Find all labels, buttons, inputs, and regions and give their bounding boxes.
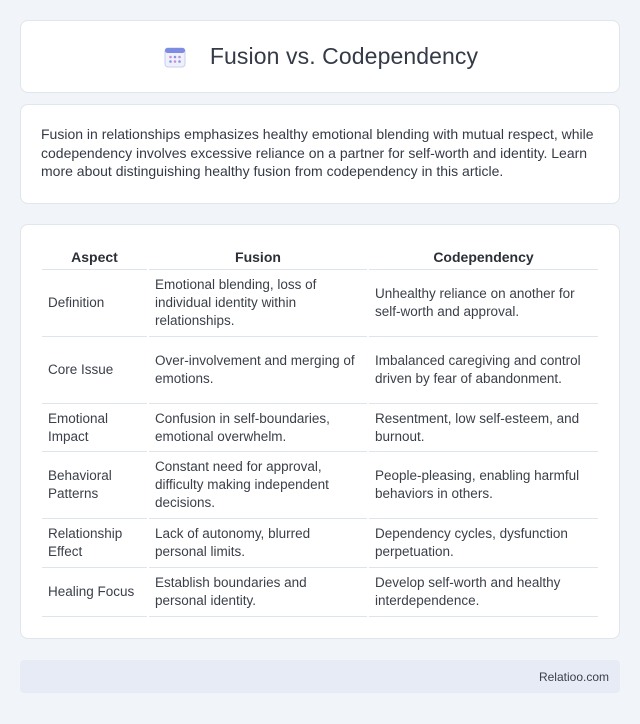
codependency-cell: Resentment, low self-esteem, and burnout. [369, 404, 598, 452]
header-fusion: Fusion [149, 245, 367, 270]
table-card [20, 224, 620, 639]
table-row [42, 519, 598, 568]
fusion-cell: Over-involvement and merging of emotions. [149, 337, 367, 404]
table-row [42, 568, 598, 617]
codependency-cell: Dependency cycles, dysfunction perpetuation. [369, 519, 598, 568]
aspect-cell: Definition [42, 270, 147, 337]
header-aspect: Aspect [42, 245, 147, 270]
fusion-cell: Confusion in self-boundaries, emotional overwhelm. [149, 404, 367, 452]
fusion-cell: Constant need for approval, difficulty making independent decisions. [149, 452, 367, 519]
codependency-cell: Develop self-worth and healthy interdependence. [369, 568, 598, 617]
codependency-cell: Unhealthy reliance on another for self-worth and approval. [369, 270, 598, 337]
fusion-cell: Lack of autonomy, blurred personal limits. [149, 519, 367, 568]
aspect-cell: Healing Focus [42, 568, 147, 617]
calendar-icon [162, 44, 188, 70]
aspect-cell: Behavioral Patterns [42, 452, 147, 519]
table-header-row [42, 245, 598, 270]
intro-card [20, 104, 620, 204]
header-codependency: Codependency [369, 245, 598, 270]
fusion-cell: Emotional blending, loss of individual identity within relationships. [149, 270, 367, 337]
page-title: Fusion vs. Codependency [209, 43, 479, 69]
table-row [42, 404, 598, 452]
aspect-cell: Relationship Effect [42, 519, 147, 568]
aspect-cell: Core Issue [42, 337, 147, 404]
title-wrap [162, 43, 478, 70]
table-row [42, 337, 598, 404]
table-row [42, 270, 598, 337]
aspect-cell: Emotional Impact [42, 404, 147, 452]
table-row [42, 452, 598, 519]
codependency-cell: People-pleasing, enabling harmful behaviors in others. [369, 452, 598, 519]
footer-site-link[interactable]: Relatioo.com [538, 669, 609, 684]
title-card [20, 20, 620, 93]
intro-text: Fusion in relationships emphasizes healthy emotional blending with mutual respect, while codependency involves excessive reliance on a partner for self-worth and identity. Learn more about distinguishing healthy fusion from codependency in this article. [41, 126, 594, 179]
codependency-cell: Imbalanced caregiving and control driven by fear of abandonment. [369, 337, 598, 404]
fusion-cell: Establish boundaries and personal identity. [149, 568, 367, 617]
footer [20, 660, 620, 693]
comparison-table [40, 245, 600, 617]
